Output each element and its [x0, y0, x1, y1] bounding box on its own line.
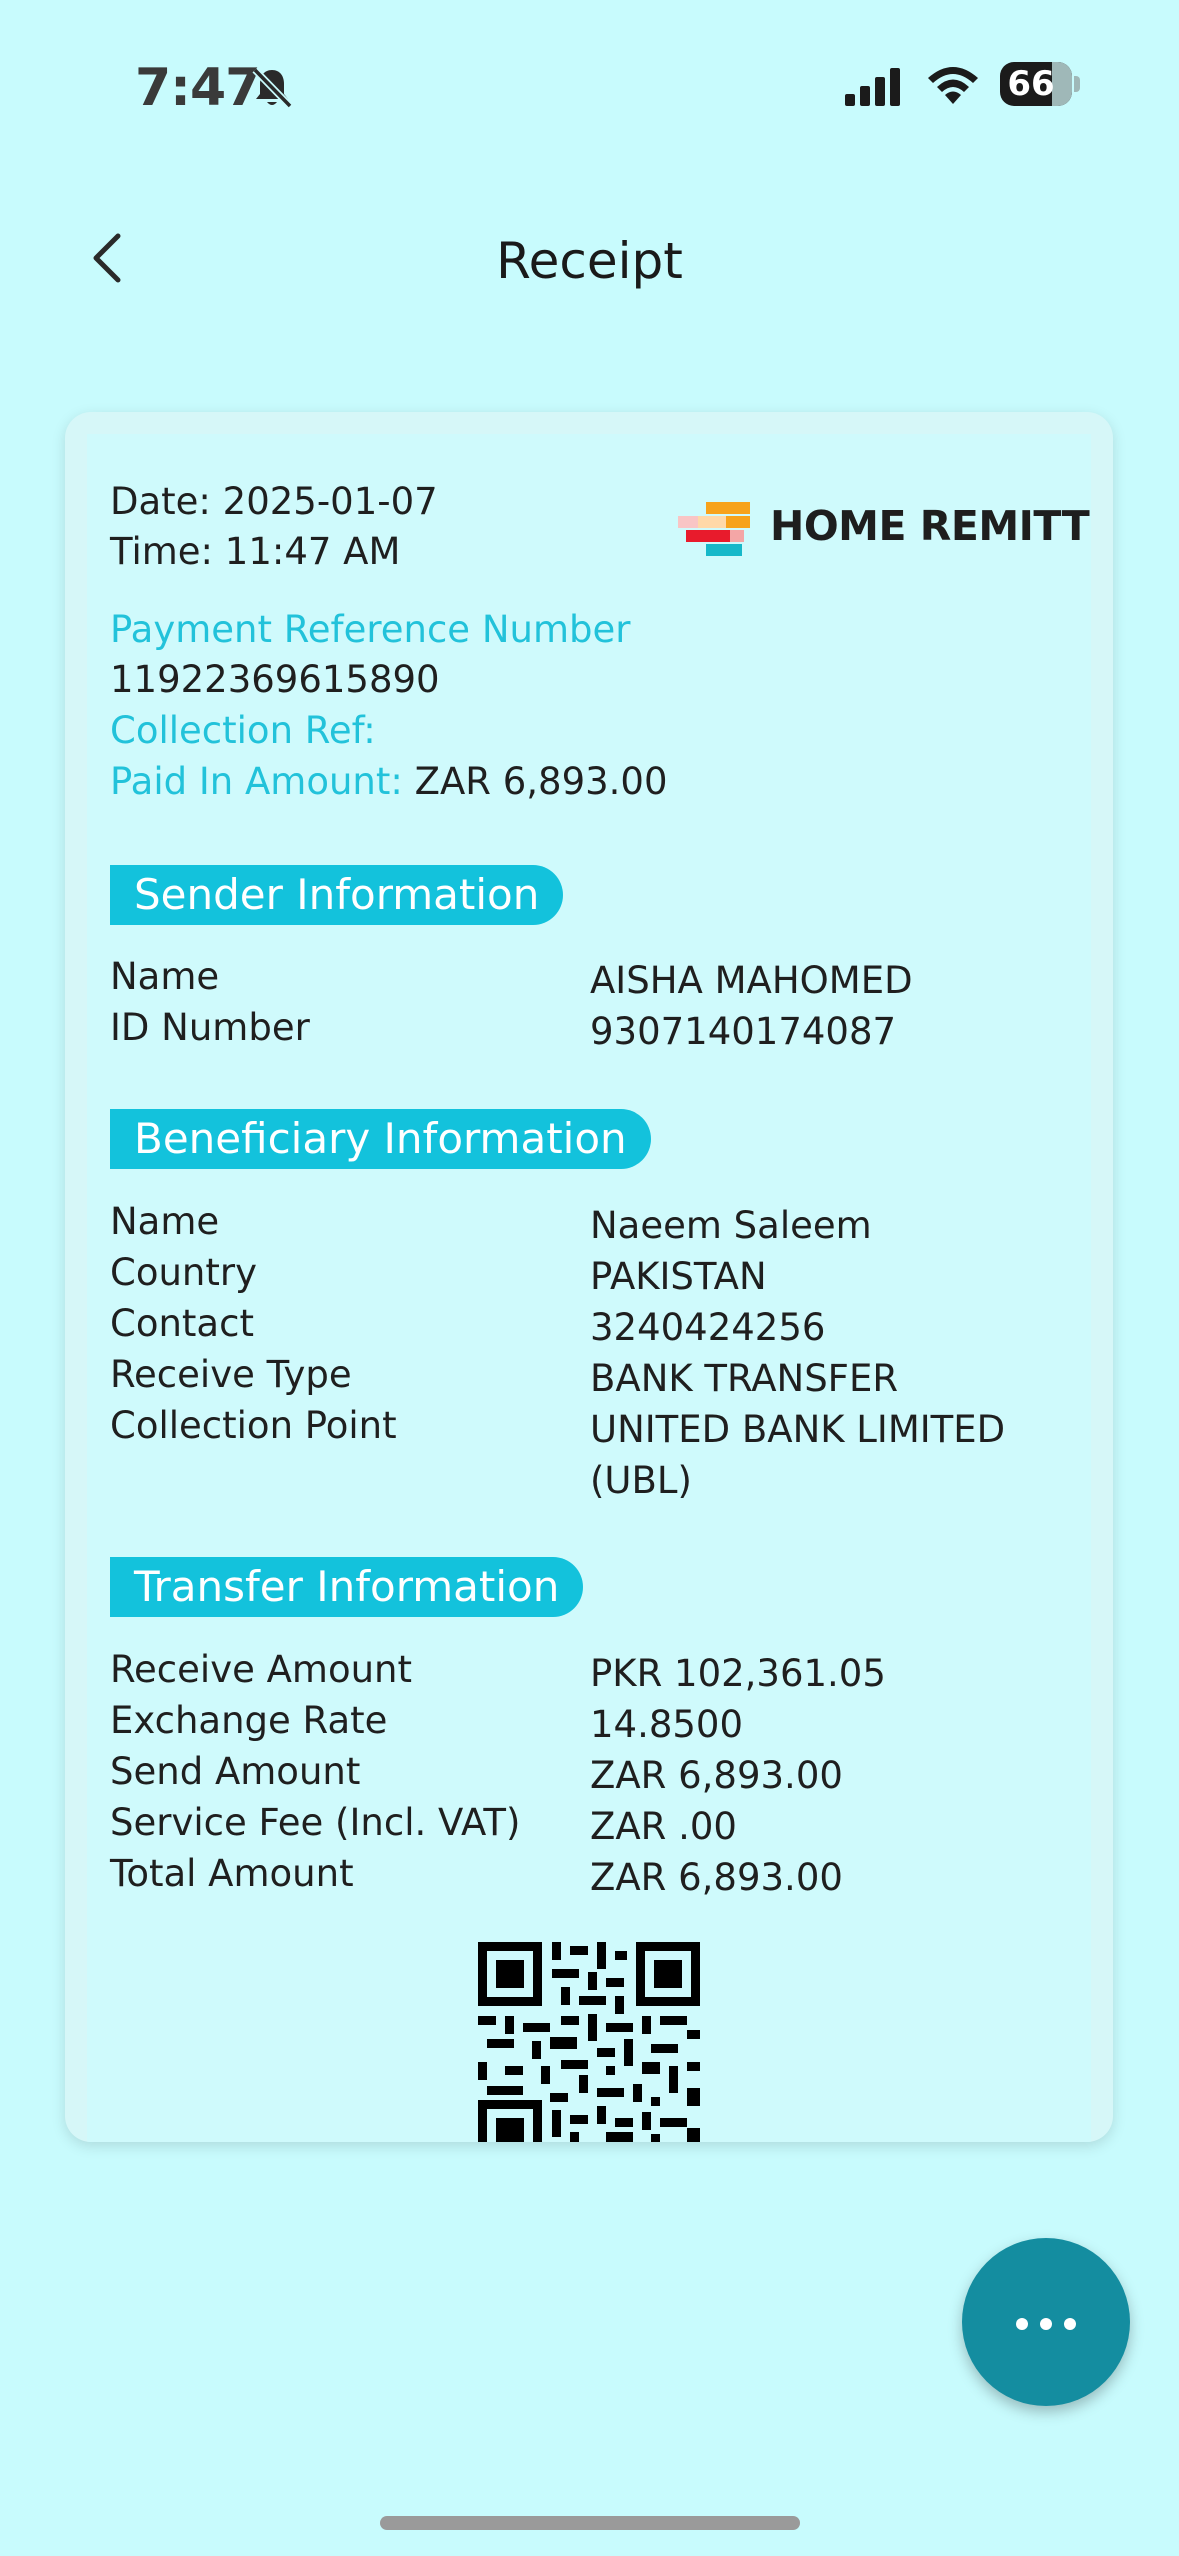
- row-value: 3240424256: [590, 1306, 826, 1349]
- receipt-date: Date: 2025-01-07: [110, 480, 438, 523]
- paid-in-line: [110, 760, 668, 803]
- row-label: Receive Type: [110, 1353, 352, 1396]
- row-label: Service Fee (Incl. VAT): [110, 1801, 521, 1844]
- row-value: PAKISTAN: [590, 1255, 767, 1298]
- wifi-icon: [925, 62, 981, 106]
- row-label: Country: [110, 1251, 257, 1294]
- row-value: 14.8500: [590, 1703, 744, 1746]
- row-value: ZAR .00: [590, 1805, 737, 1848]
- payment-ref-label: Payment Reference Number: [110, 608, 631, 651]
- row-value: 9307140174087: [590, 1010, 897, 1053]
- row-value: BANK TRANSFER: [590, 1357, 899, 1400]
- qr-code: [478, 1942, 700, 2142]
- row-value: UNITED BANK LIMITED (UBL): [590, 1408, 1006, 1502]
- status-time: 7:47: [135, 58, 261, 118]
- more-options-button[interactable]: [962, 2238, 1130, 2406]
- row-value: ZAR 6,893.00: [590, 1754, 843, 1797]
- row-label: Send Amount: [110, 1750, 361, 1793]
- battery-nub: [1074, 76, 1080, 92]
- receipt-time: Time: 11:47 AM: [110, 530, 401, 573]
- row-label: Exchange Rate: [110, 1699, 388, 1742]
- payment-ref-value: 11922369615890: [110, 658, 440, 701]
- row-value: AISHA MAHOMED: [590, 959, 913, 1002]
- row-label: ID Number: [110, 1006, 310, 1049]
- section-heading-beneficiary: Beneficiary Information: [110, 1109, 651, 1169]
- row-label: Name: [110, 955, 220, 998]
- row-label: Collection Point: [110, 1404, 397, 1447]
- section-heading-transfer: Transfer Information: [110, 1557, 583, 1617]
- row-label: Total Amount: [110, 1852, 354, 1895]
- bell-slash-icon: [250, 66, 294, 110]
- row-value: ZAR 6,893.00: [590, 1856, 843, 1899]
- row-label: Receive Amount: [110, 1648, 413, 1691]
- battery-indicator: [1000, 62, 1072, 106]
- paid-in-value: ZAR 6,893.00: [414, 760, 668, 803]
- battery-level: 66: [1007, 64, 1055, 104]
- row-label: Name: [110, 1200, 220, 1243]
- page-title: Receipt: [496, 232, 683, 290]
- brand-name: HOME REMITT: [770, 502, 1090, 550]
- collection-ref-label: Collection Ref:: [110, 709, 376, 752]
- row-label: Contact: [110, 1302, 254, 1345]
- row-value: PKR 102,361.05: [590, 1652, 886, 1695]
- section-heading-sender: Sender Information: [110, 865, 563, 925]
- paid-in-label: Paid In Amount:: [110, 760, 403, 803]
- row-value: Naeem Saleem: [590, 1204, 872, 1247]
- home-indicator[interactable]: [380, 2516, 800, 2530]
- cellular-signal-icon: [845, 66, 905, 106]
